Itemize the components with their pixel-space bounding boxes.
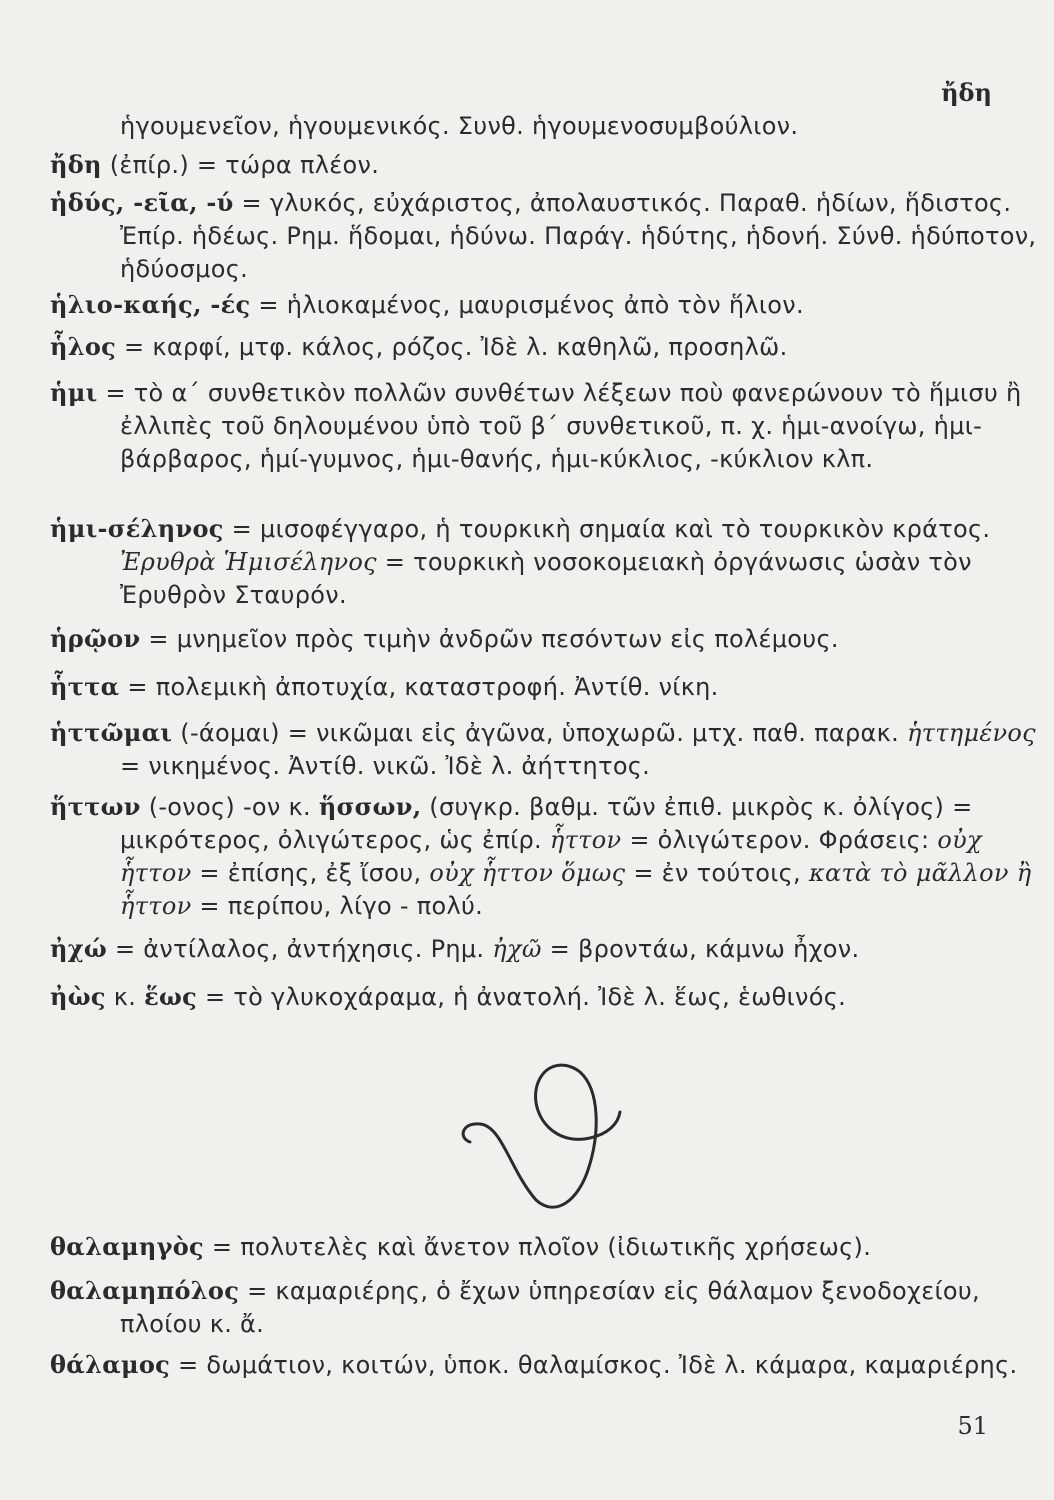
definition: = ἡλιοκαμένος, μαυρισμένος ἀπὸ τὸν ἥλιον. [258,291,804,319]
definition-cont: = τὸ γλυκοχάραμα, ἡ ἀνατολή. Ἰδὲ λ. ἕως, ἑωθινός. [204,983,847,1011]
definition: = μνημεῖον πρὸς τιμὴν ἀνδρῶν πεσόντων εἰς πολέμους. [148,625,839,653]
definition: = πολεμικὴ ἀποτυχία, καταστροφή. Ἀντίθ. νίκη. [127,673,719,701]
headword-variant: ἕως [144,982,198,1011]
definition: κ. [113,983,137,1011]
headword: θαλαμηπόλος [50,1276,240,1305]
definition-cont: = ὀλιγώτερον. Φράσεις: [629,826,930,854]
definition: = μισοφέγγαρο, ἡ τουρκικὴ σημαία καὶ τὸ τουρκικὸν κράτος. [231,515,991,543]
definition: = καρφί, μτφ. κάλος, ρόζος. Ἰδὲ λ. καθηλῶ, προσηλῶ. [124,333,788,361]
definition-cont: = ἐν τούτοις, [633,859,801,887]
entry-iliokais [50,288,1054,322]
headword: ἥττων [50,792,141,821]
entry-idys [50,186,1054,286]
italic-phrase: ἧττον [549,826,622,854]
ornamental-theta-divider [440,1050,640,1220]
headword: ἠχώ [50,934,107,963]
definition: = γλυκός, εὐχάριστος, ἀπολαυστικός. Παραθ. ἡδίων, ἥδιστος. Ἐπίρ. ἡδέως. Ρημ. ἥδομαι, ἡδύνω. Παράγ. ἡδύτης, ἡδονή. Σύνθ. ἡδύποτον, ἡδύοσμος. [120,189,1037,283]
entry-thalamipolos [50,1274,1054,1341]
entry-imiselinos [50,512,1054,612]
definition-cont: = βροντάω, κάμνω ἦχον. [549,935,860,963]
definition-cont: = τουρκικὴ νοσοκομειακὴ ὀργάνωσις ὡσὰν τὸν Ἐρυθρὸν Σταυρόν. [120,548,972,609]
headword: ἡμι [50,378,98,407]
italic-phrase: οὐχ ἧττον [120,826,982,887]
definition: (ἐπίρ.) = τώρα πλέον. [109,151,380,179]
headword: ἧλος [50,332,117,361]
italic-phrase: κατὰ τὸ μᾶλλον ἢ ἧττον [120,859,1032,920]
definition: = ἀντίλαλος, ἀντήχησις. Ρημ. [114,935,485,963]
entry-idi [50,148,1054,182]
headword: ἡμι-σέληνος [50,514,224,543]
entry-thalamos [50,1348,1054,1382]
entry-ilos [50,330,1054,364]
definition: = καμαριέρης, ὁ ἔχων ὑπηρεσίαν εἰς θάλαμον ξενοδοχείου, πλοίου κ. ἄ. [120,1277,980,1338]
headword: ἡλιο-καής, -ές [50,290,251,319]
headword: θαλαμηγὸς [50,1232,204,1261]
definition-cont: (συγκρ. βαθμ. τῶν ἐπιθ. μικρὸς κ. ὀλίγος) = μικρότερος, ὀλιγώτερος, ὡς ἐπίρ. [120,793,973,854]
definition: (-άομαι) = νικῶμαι εἰς ἀγῶνα, ὑποχωρῶ. μτχ. παθ. παρακ. [180,719,900,747]
definition-cont: = ἐπίσης, ἐξ ἴσου, [199,859,422,887]
italic-phrase: ἠχῶ [492,935,542,963]
entry-icho [50,932,1054,966]
entry-thalamigos [50,1230,1054,1264]
entry-itta [50,670,1054,704]
entry-imi [50,376,1054,476]
entry-itton [50,790,1054,923]
entry-ittomai [50,716,1054,783]
entry-iroon [50,622,1054,656]
headword: θάλαμος [50,1350,171,1379]
entry-ios [50,980,1054,1014]
headword: ἧττα [50,672,120,701]
definition-cont: = νικημένος. Ἀντίθ. νικῶ. Ἰδὲ λ. ἀήττητος. [120,752,651,780]
definition: = πολυτελὲς καὶ ἄνετον πλοῖον (ἰδιωτικῆς χρήσεως). [211,1233,872,1261]
page-number: 51 [957,1412,988,1440]
theta-flourish [463,1065,620,1207]
italic-phrase: Ἐρυθρὰ Ἡμισέληνος [120,548,377,576]
italic-phrase: οὐχ ἧττον ὅμως [429,859,626,887]
headword: ἡρῷον [50,624,141,653]
italic-phrase: ἡττημένος [906,719,1036,747]
definition-cont: = περίπου, λίγο - πολύ. [199,892,484,920]
headword: ἡττῶμαι [50,718,173,747]
headword: ἡδύς, -εῖα, -ύ [50,188,234,217]
definition: = τὸ α΄ συνθετικὸν πολλῶν συνθέτων λέξεων ποὺ φανερώνουν τὸ ἥμισυ ἢ ἐλλιπὲς τοῦ δηλουμένου ὑπὸ τοῦ β΄ συνθετικοῦ, π. χ. ἡμι-ανοίγω, ἡμι-βάρβαρος, ἡμί-γυμνος, ἡμι-θανής, ἡμι-κύκλιος, -κύκλιον κλπ. [105,379,1022,473]
entry-continuation: ἡγουμενεῖον, ἡγουμενικός. Συνθ. ἡγουμενοσυμβούλιον. [120,112,799,140]
definition: = δωμάτιον, κοιτών, ὑποκ. θαλαμίσκος. Ἰδὲ λ. κάμαρα, καμαριέρης. [178,1351,1018,1379]
headword: ἠὼς [50,982,106,1011]
definition: (-ονος) -ον κ. [148,793,311,821]
running-head: ἤδη [941,78,992,107]
headword-variant: ἥσσων, [318,792,422,821]
headword: ἤδη [50,150,102,179]
